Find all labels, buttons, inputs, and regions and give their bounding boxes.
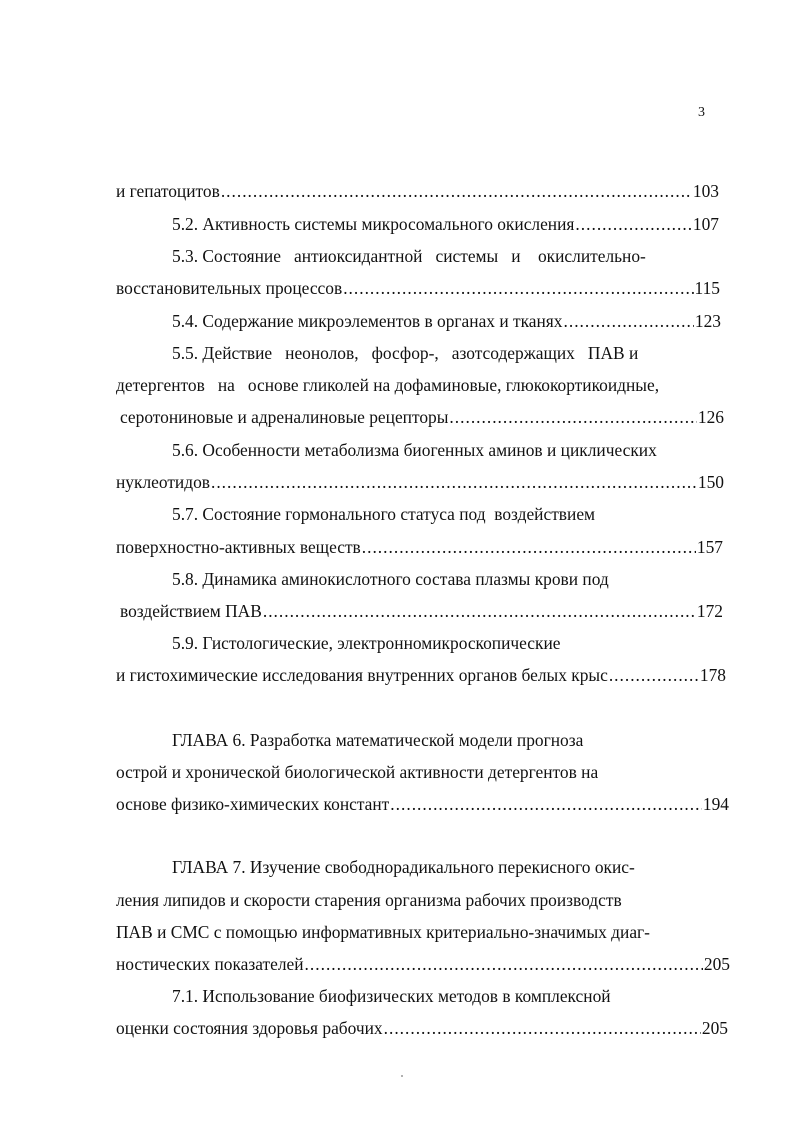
toc-line: детергентов на основе гликолей на дофаминовые, глюкокортикоидные, bbox=[116, 375, 660, 395]
toc-entry bbox=[120, 601, 723, 621]
toc-line: ПАВ и СМС с помощью информативных критериально-значимых диаг- bbox=[116, 922, 650, 942]
dot-leader bbox=[305, 954, 703, 974]
toc-entry bbox=[172, 214, 719, 234]
toc-entry bbox=[116, 794, 729, 814]
toc-page-number: 107 bbox=[692, 214, 719, 234]
dot-leader bbox=[343, 278, 693, 298]
dot-leader bbox=[263, 601, 696, 621]
toc-page-number: 205 bbox=[701, 1018, 728, 1038]
toc-page-number: 172 bbox=[696, 601, 723, 621]
toc-entry bbox=[116, 1018, 728, 1038]
toc-entry bbox=[116, 181, 719, 201]
toc-entry-title: воздействием ПАВ bbox=[120, 601, 262, 621]
toc-entry-title: нуклеотидов bbox=[116, 472, 210, 492]
toc-page-number: 194 bbox=[702, 794, 729, 814]
toc-entry-title: ностических показателей bbox=[116, 954, 304, 974]
toc-page-number: 178 bbox=[699, 665, 726, 685]
dot-leader bbox=[221, 181, 692, 201]
toc-line: 5.8. Динамика аминокислотного состава плазмы крови под bbox=[172, 569, 609, 589]
toc-entry-title: серотониновые и адреналиновые рецепторы bbox=[120, 407, 449, 427]
dot-leader bbox=[575, 214, 691, 234]
toc-entry bbox=[116, 665, 726, 685]
dot-leader bbox=[390, 794, 702, 814]
dot-leader bbox=[449, 407, 696, 427]
dot-leader bbox=[564, 311, 694, 331]
toc-line: 5.7. Состояние гормонального статуса под воздействием bbox=[172, 504, 596, 524]
toc-page-number: 157 bbox=[696, 537, 723, 557]
toc-entry-title: и гепатоцитов bbox=[116, 181, 220, 201]
toc-line: 7.1. Использование биофизических методов в комплексной bbox=[172, 986, 611, 1006]
toc-entry bbox=[172, 311, 721, 331]
toc-line: 5.9. Гистологические, электронномикроскопические bbox=[172, 633, 561, 653]
toc-entry-title: поверхностно-активных веществ bbox=[116, 537, 361, 557]
chapter-title: ГЛАВА 7. Изучение свободнорадикального перекисного окис- bbox=[172, 857, 635, 877]
toc-page-number: 103 bbox=[692, 181, 719, 201]
toc-line: 5.3. Состояние антиоксидантной системы и окислительно- bbox=[172, 246, 646, 266]
toc-entry bbox=[116, 954, 730, 974]
toc-entry-title: оценки состояния здоровья рабочих bbox=[116, 1018, 383, 1038]
toc-page-number: 115 bbox=[694, 278, 720, 298]
toc-page-number: 205 bbox=[703, 954, 730, 974]
scan-speck bbox=[401, 1075, 403, 1077]
toc-page-number: 150 bbox=[697, 472, 724, 492]
toc-line: острой и хронической биологической активности детергентов на bbox=[116, 762, 599, 782]
dot-leader bbox=[609, 665, 699, 685]
toc-entry-title: восстановительных процессов bbox=[116, 278, 343, 298]
toc-page-number: 123 bbox=[694, 311, 721, 331]
toc-entry bbox=[116, 472, 724, 492]
toc-entry bbox=[120, 407, 724, 427]
toc-entry bbox=[116, 278, 720, 298]
chapter-title: ГЛАВА 6. Разработка математической модели прогноза bbox=[172, 730, 584, 750]
toc-line: 5.6. Особенности метаболизма биогенных аминов и циклических bbox=[172, 440, 657, 460]
page-number: 3 bbox=[698, 105, 705, 120]
toc-line: ления липидов и скорости старения организма рабочих производств bbox=[116, 890, 622, 910]
toc-entry-title: 5.4. Содержание микроэлементов в органах и тканях bbox=[172, 311, 563, 331]
toc-entry bbox=[116, 537, 723, 557]
dot-leader bbox=[362, 537, 696, 557]
toc-entry-title: основе физико-химических констант bbox=[116, 794, 390, 814]
toc-entry-title: и гистохимические исследования внутренних органов белых крыс bbox=[116, 665, 608, 685]
toc-line: 5.5. Действие неонолов, фосфор-, азотсодержащих ПАВ и bbox=[172, 343, 639, 363]
dot-leader bbox=[384, 1018, 701, 1038]
dot-leader bbox=[211, 472, 697, 492]
toc-page-number: 126 bbox=[697, 407, 724, 427]
toc-entry-title: 5.2. Активность системы микросомального окисления bbox=[172, 214, 575, 234]
